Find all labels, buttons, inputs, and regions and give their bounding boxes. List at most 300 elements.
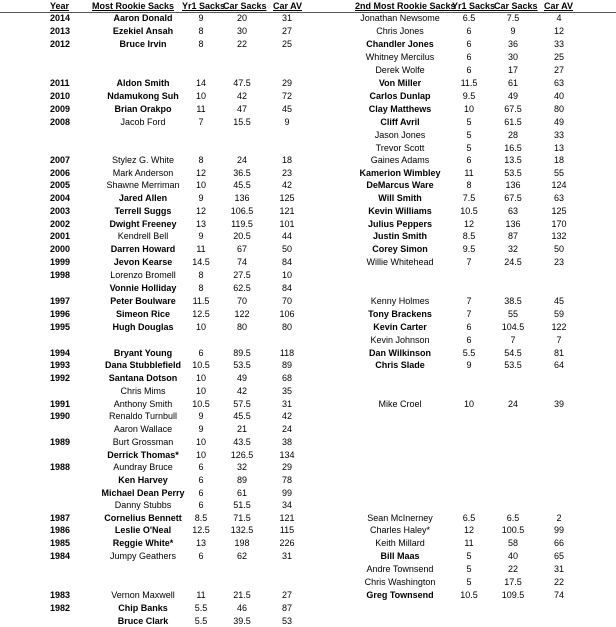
row-car-sacks-1: 45.5 (233, 411, 251, 421)
header-yr1-sacks-2: Yr1 Sacks (452, 1, 496, 11)
row-yr1-sacks-2: 9.5 (462, 244, 476, 254)
table-row (0, 321, 616, 333)
row-year: 1988 (50, 462, 71, 472)
row-car-sacks-1: 22 (236, 39, 247, 49)
row-name-2: Clay Matthews (368, 104, 432, 114)
row-yr1-sacks-1: 9 (198, 231, 204, 241)
row-car-sacks-1: 106.5 (230, 206, 254, 216)
table-row (0, 269, 616, 281)
row-yr1-sacks-2: 5 (466, 551, 472, 561)
row-name-2: Keith Millard (375, 538, 425, 548)
row-car-av-1: 42 (281, 411, 292, 421)
row-yr1-sacks-1: 12 (195, 206, 206, 216)
row-name-1: Darren Howard (110, 244, 176, 254)
row-car-av-1: 38 (281, 437, 292, 447)
row-yr1-sacks-2: 6.5 (462, 513, 476, 523)
row-car-sacks-1: 47 (236, 104, 247, 114)
row-name-1: Leslie O'Neal (114, 525, 172, 535)
row-car-av-2: 63 (553, 193, 564, 203)
header-year: Year (50, 1, 70, 11)
row-yr1-sacks-2: 6.5 (462, 13, 476, 23)
row-car-av-2: 13 (553, 143, 564, 153)
row-year: 2000 (50, 244, 71, 254)
table-row (0, 218, 616, 230)
row-car-sacks-2: 28 (507, 130, 518, 140)
row-car-av-2: 12 (553, 26, 564, 36)
row-year: 1984 (50, 551, 71, 561)
table-row (0, 256, 616, 268)
row-name-1: Stylez G. White (111, 155, 174, 165)
row-car-sacks-1: 132.5 (230, 525, 254, 535)
row-year: 1992 (50, 373, 71, 383)
row-yr1-sacks-2: 6 (466, 65, 472, 75)
row-yr1-sacks-1: 9 (198, 424, 204, 434)
table-row (0, 90, 616, 102)
row-yr1-sacks-1: 8 (198, 270, 204, 280)
row-car-av-2: 64 (553, 360, 564, 370)
row-car-av-2: 49 (553, 117, 564, 127)
row-yr1-sacks-1: 14.5 (192, 257, 210, 267)
row-yr1-sacks-1: 10 (195, 322, 206, 332)
row-year: 2010 (50, 91, 71, 101)
row-name-1: Dwight Freeney (109, 219, 177, 229)
row-yr1-sacks-2: 8.5 (462, 231, 476, 241)
table-row (0, 38, 616, 50)
row-year: 1983 (50, 590, 71, 600)
row-car-av-1: 35 (281, 386, 292, 396)
row-car-sacks-1: 122 (234, 309, 250, 319)
row-car-sacks-1: 67 (236, 244, 247, 254)
table-row (0, 282, 616, 294)
row-car-av-2: 25 (553, 52, 564, 62)
table-row (0, 334, 616, 346)
row-car-sacks-2: 13.5 (504, 155, 522, 165)
row-name-2: Chandler Jones (366, 39, 434, 49)
row-name-1: Terrell Suggs (114, 206, 172, 216)
row-car-sacks-1: 30 (236, 26, 247, 36)
row-car-sacks-2: 38.5 (504, 296, 522, 306)
row-yr1-sacks-1: 5.5 (194, 616, 208, 626)
row-yr1-sacks-1: 11 (196, 104, 206, 114)
row-name-1: Mark Anderson (112, 168, 174, 178)
row-name-2: Sean McInerney (367, 513, 433, 523)
row-name-1: Chip Banks (118, 603, 168, 613)
table-row (0, 51, 616, 63)
row-yr1-sacks-2: 7 (466, 309, 472, 319)
row-year: 2012 (50, 39, 71, 49)
row-yr1-sacks-1: 10 (195, 91, 206, 101)
row-car-av-1: 29 (281, 462, 292, 472)
row-yr1-sacks-2: 8 (466, 180, 472, 190)
row-yr1-sacks-1: 5.5 (194, 603, 208, 613)
row-car-av-1: 31 (281, 13, 292, 23)
row-name-2: Chris Slade (375, 360, 425, 370)
row-car-sacks-2: 67.5 (504, 193, 522, 203)
row-year: 1997 (50, 296, 71, 306)
row-yr1-sacks-2: 6 (466, 26, 472, 36)
row-yr1-sacks-1: 6 (198, 462, 204, 472)
row-name-1: Chris Mims (120, 386, 166, 396)
table-row (0, 116, 616, 128)
row-year: 2011 (50, 78, 70, 88)
row-car-av-1: 115 (279, 525, 295, 535)
row-car-av-2: 55 (553, 168, 564, 178)
row-year: 1996 (50, 309, 71, 319)
row-year: 1986 (50, 525, 71, 535)
row-car-sacks-1: 80 (236, 322, 247, 332)
row-car-sacks-1: 45.5 (233, 180, 251, 190)
row-yr1-sacks-1: 12 (195, 168, 206, 178)
row-yr1-sacks-2: 5.5 (462, 348, 476, 358)
row-name-1: Aldon Smith (116, 78, 170, 88)
row-car-av-1: 87 (281, 603, 292, 613)
header-car-sacks-2: Car Sacks (494, 1, 538, 11)
row-car-av-2: 74 (553, 590, 564, 600)
row-car-av-1: 72 (281, 91, 292, 101)
row-yr1-sacks-2: 6 (466, 52, 472, 62)
row-name-2: Chris Jones (376, 26, 424, 36)
row-name-2: Mike Croel (378, 399, 422, 409)
row-yr1-sacks-2: 10 (463, 104, 474, 114)
row-name-2: Tony Brackens (368, 309, 432, 319)
row-car-av-1: 84 (281, 283, 292, 293)
row-car-sacks-1: 43.5 (233, 437, 251, 447)
row-car-av-1: 80 (281, 322, 292, 332)
row-car-av-1: 34 (281, 500, 292, 510)
row-yr1-sacks-2: 7 (466, 257, 472, 267)
row-yr1-sacks-2: 5 (466, 130, 472, 140)
table-row (0, 449, 616, 461)
table-row (0, 589, 616, 601)
row-car-sacks-1: 20 (236, 13, 247, 23)
row-yr1-sacks-1: 9 (198, 193, 204, 203)
row-year: 1994 (50, 348, 71, 358)
row-name-1: Jared Allen (118, 193, 168, 203)
row-yr1-sacks-1: 6 (198, 551, 204, 561)
row-year: 1990 (50, 411, 71, 421)
table-row (0, 385, 616, 397)
row-name-1: Bryant Young (113, 348, 173, 358)
row-car-av-1: 70 (281, 296, 292, 306)
row-yr1-sacks-1: 10 (195, 386, 206, 396)
row-car-sacks-1: 39.5 (233, 616, 251, 626)
row-year: 1991 (50, 399, 71, 409)
row-name-2: Carlos Dunlap (369, 91, 431, 101)
row-yr1-sacks-1: 6 (198, 475, 204, 485)
row-car-sacks-2: 7 (510, 335, 516, 345)
row-name-1: Peter Boulware (110, 296, 176, 306)
row-name-2: DeMarcus Ware (366, 180, 434, 190)
row-yr1-sacks-1: 8.5 (194, 513, 208, 523)
table-row (0, 524, 616, 536)
row-car-av-1: 89 (281, 360, 292, 370)
table-row (0, 537, 616, 549)
row-name-1: Bruce Clark (117, 616, 169, 626)
row-yr1-sacks-1: 12.5 (192, 309, 210, 319)
row-car-sacks-2: 32 (507, 244, 518, 254)
row-car-sacks-2: 54.5 (504, 348, 522, 358)
row-car-sacks-2: 87 (507, 231, 518, 241)
row-car-sacks-1: 198 (234, 538, 250, 548)
row-name-1: Ndamukong Suh (107, 91, 179, 101)
row-name-2: Andre Townsend (366, 564, 434, 574)
row-yr1-sacks-2: 10 (463, 399, 474, 409)
row-car-sacks-1: 136 (234, 193, 250, 203)
table-row (0, 372, 616, 384)
row-name-2: Dan Wilkinson (369, 348, 431, 358)
row-name-1: Aundray Bruce (113, 462, 173, 472)
row-car-sacks-2: 22 (507, 564, 518, 574)
row-car-sacks-2: 61.5 (504, 117, 522, 127)
row-car-av-1: 44 (281, 231, 292, 241)
row-name-1: Santana Dotson (108, 373, 178, 383)
row-car-sacks-1: 42 (236, 386, 247, 396)
row-name-1: Ken Harvey (118, 475, 168, 485)
row-year: 2001 (50, 231, 71, 241)
table-row (0, 398, 616, 410)
row-car-sacks-1: 126.5 (230, 450, 254, 460)
row-car-sacks-2: 16.5 (504, 143, 522, 153)
row-car-sacks-2: 24 (507, 399, 518, 409)
row-car-av-1: 106 (279, 309, 295, 319)
row-car-sacks-2: 24.5 (504, 257, 522, 267)
row-year: 1985 (50, 538, 71, 548)
row-car-sacks-1: 62.5 (233, 283, 251, 293)
header-car-av-1: Car AV (273, 1, 303, 11)
row-year: 2007 (50, 155, 71, 165)
row-car-av-2: 4 (556, 13, 562, 23)
table-row (0, 410, 616, 422)
row-year: 2014 (50, 13, 71, 23)
row-car-av-2: 23 (553, 257, 564, 267)
table-row (0, 154, 616, 166)
row-car-av-2: 124 (551, 180, 567, 190)
row-yr1-sacks-2: 6 (466, 39, 472, 49)
row-car-sacks-2: 63 (507, 206, 518, 216)
table-row (0, 167, 616, 179)
row-car-av-1: 42 (281, 180, 292, 190)
row-year: 2003 (50, 206, 71, 216)
row-car-av-2: 50 (553, 244, 564, 254)
row-yr1-sacks-2: 5 (466, 564, 472, 574)
row-name-1: Shawne Merriman (106, 180, 180, 190)
row-car-sacks-2: 17 (507, 65, 518, 75)
row-car-av-2: 80 (553, 104, 564, 114)
row-year: 2009 (50, 104, 71, 114)
row-car-sacks-1: 27.5 (233, 270, 251, 280)
row-yr1-sacks-1: 10 (195, 450, 206, 460)
row-car-sacks-2: 58 (507, 538, 518, 548)
row-year: 1993 (50, 360, 71, 370)
row-car-sacks-1: 21 (236, 424, 247, 434)
row-car-sacks-1: 24 (236, 155, 247, 165)
row-car-sacks-1: 71.5 (233, 513, 251, 523)
row-car-av-2: 27 (553, 65, 564, 75)
row-car-av-1: 134 (279, 450, 295, 460)
row-car-sacks-2: 9 (510, 26, 516, 36)
row-yr1-sacks-2: 9.5 (462, 91, 476, 101)
row-year: 1989 (50, 437, 71, 447)
row-year: 1995 (50, 322, 71, 332)
table-row (0, 77, 616, 89)
row-car-sacks-2: 17.5 (504, 577, 522, 587)
row-name-2: Gaines Adams (370, 155, 430, 165)
row-yr1-sacks-1: 9 (198, 13, 204, 23)
row-name-2: Charles Haley* (369, 525, 431, 535)
row-name-2: Kenny Holmes (370, 296, 430, 306)
row-car-av-2: 18 (553, 155, 564, 165)
row-car-av-2: 31 (553, 564, 564, 574)
row-car-av-1: 101 (279, 219, 295, 229)
row-name-2: Kamerion Wimbley (359, 168, 441, 178)
row-car-sacks-1: 21.5 (233, 590, 251, 600)
row-car-av-2: 132 (551, 231, 567, 241)
row-yr1-sacks-1: 10.5 (192, 399, 210, 409)
row-car-av-1: 24 (281, 424, 292, 434)
row-yr1-sacks-2: 6 (466, 322, 472, 332)
row-car-sacks-2: 7.5 (506, 13, 520, 23)
row-car-av-1: 31 (281, 399, 292, 409)
row-car-av-1: 84 (281, 257, 292, 267)
row-name-2: Kevin Williams (368, 206, 432, 216)
row-car-av-1: 99 (281, 488, 292, 498)
row-name-1: Renaldo Turnbull (108, 411, 178, 421)
row-car-av-2: 81 (553, 348, 564, 358)
row-car-sacks-1: 74 (236, 257, 247, 267)
row-yr1-sacks-2: 11.5 (460, 78, 478, 88)
row-name-1: Anthony Smith (113, 399, 173, 409)
row-name-1: Aaron Wallace (113, 424, 173, 434)
row-yr1-sacks-1: 13 (195, 538, 206, 548)
row-yr1-sacks-1: 8 (198, 39, 204, 49)
row-yr1-sacks-2: 7.5 (462, 193, 476, 203)
table-row (0, 512, 616, 524)
row-name-1: Simeon Rice (115, 309, 171, 319)
row-car-sacks-1: 70 (236, 296, 247, 306)
table-row (0, 12, 616, 24)
row-yr1-sacks-1: 6 (198, 488, 204, 498)
row-name-2: Bill Maas (380, 551, 420, 561)
row-yr1-sacks-2: 11 (464, 538, 474, 548)
row-yr1-sacks-1: 8 (198, 155, 204, 165)
row-car-sacks-1: 119.5 (231, 219, 253, 229)
table-row (0, 103, 616, 115)
row-yr1-sacks-2: 11 (464, 168, 474, 178)
table-row (0, 576, 616, 588)
row-car-av-2: 33 (553, 130, 564, 140)
row-car-av-1: 9 (284, 117, 290, 127)
row-car-sacks-2: 136 (505, 219, 521, 229)
table-row (0, 129, 616, 141)
table-row (0, 359, 616, 371)
row-year: 2002 (50, 219, 71, 229)
row-car-av-1: 50 (281, 244, 292, 254)
row-yr1-sacks-2: 5 (466, 117, 472, 127)
row-car-sacks-1: 46 (236, 603, 247, 613)
row-name-2: Kevin Johnson (370, 335, 430, 345)
row-yr1-sacks-2: 6 (466, 335, 472, 345)
row-car-sacks-1: 20.5 (233, 231, 251, 241)
row-yr1-sacks-2: 10.5 (460, 206, 478, 216)
row-year: 2013 (50, 26, 71, 36)
table-row (0, 179, 616, 191)
table-row (0, 25, 616, 37)
row-car-sacks-1: 51.5 (233, 500, 251, 510)
row-name-1: Michael Dean Perry (101, 488, 185, 498)
row-name-1: Jevon Kearse (113, 257, 173, 267)
row-car-av-1: 121 (279, 513, 295, 523)
row-car-sacks-2: 100.5 (501, 525, 525, 535)
row-car-av-2: 7 (556, 335, 562, 345)
header-yr1-sacks-1: Yr1 Sacks (182, 1, 226, 11)
row-yr1-sacks-2: 5 (466, 577, 472, 587)
table-row (0, 487, 616, 499)
row-car-sacks-2: 61 (507, 78, 518, 88)
row-car-sacks-1: 57.5 (233, 399, 251, 409)
table-row (0, 436, 616, 448)
row-yr1-sacks-1: 8 (198, 283, 204, 293)
row-yr1-sacks-1: 10 (195, 373, 206, 383)
row-name-1: Brian Orakpo (114, 104, 172, 114)
table-row (0, 205, 616, 217)
row-car-sacks-2: 67.5 (504, 104, 522, 114)
row-year: 1982 (50, 603, 71, 613)
row-name-2: Von Miller (378, 78, 422, 88)
row-name-2: Corey Simon (372, 244, 428, 254)
row-car-sacks-2: 40 (507, 551, 518, 561)
table-row (0, 499, 616, 511)
row-car-sacks-1: 15.5 (233, 117, 251, 127)
table-row (0, 563, 616, 575)
row-car-sacks-2: 49 (507, 91, 518, 101)
row-yr1-sacks-2: 7 (466, 296, 472, 306)
row-name-2: Julius Peppers (367, 219, 433, 229)
row-car-av-1: 45 (281, 104, 292, 114)
row-car-sacks-1: 47.5 (233, 78, 251, 88)
row-car-av-1: 10 (281, 270, 292, 280)
row-car-av-1: 53 (281, 616, 292, 626)
row-yr1-sacks-1: 10.5 (192, 360, 210, 370)
row-car-sacks-1: 89.5 (233, 348, 251, 358)
row-name-1: Vonnie Holliday (109, 283, 177, 293)
row-yr1-sacks-1: 12.5 (192, 525, 210, 535)
row-name-1: Dana Stubblefield (104, 360, 181, 370)
table-row (0, 243, 616, 255)
row-name-1: Lorenzo Bromell (110, 270, 176, 280)
row-name-1: Reggie White* (112, 538, 174, 548)
row-car-av-1: 118 (279, 348, 295, 358)
row-yr1-sacks-1: 11 (196, 244, 206, 254)
row-car-av-1: 23 (281, 168, 292, 178)
row-name-2: Jonathan Newsome (360, 13, 440, 23)
table-row (0, 461, 616, 473)
row-car-av-2: 63 (553, 78, 564, 88)
row-car-av-2: 33 (553, 39, 564, 49)
row-name-1: Kendrell Bell (117, 231, 169, 241)
row-car-av-1: 25 (281, 39, 292, 49)
row-car-sacks-2: 6.5 (506, 513, 520, 523)
row-car-av-1: 29 (281, 78, 292, 88)
row-yr1-sacks-1: 14 (195, 78, 206, 88)
table-row (0, 64, 616, 76)
table-row (0, 550, 616, 562)
row-yr1-sacks-1: 11 (196, 590, 206, 600)
row-name-1: Danny Stubbs (114, 500, 172, 510)
row-name-2: Will Smith (378, 193, 422, 203)
row-year: 2004 (50, 193, 71, 203)
row-car-av-2: 99 (553, 525, 564, 535)
row-yr1-sacks-1: 8 (198, 26, 204, 36)
